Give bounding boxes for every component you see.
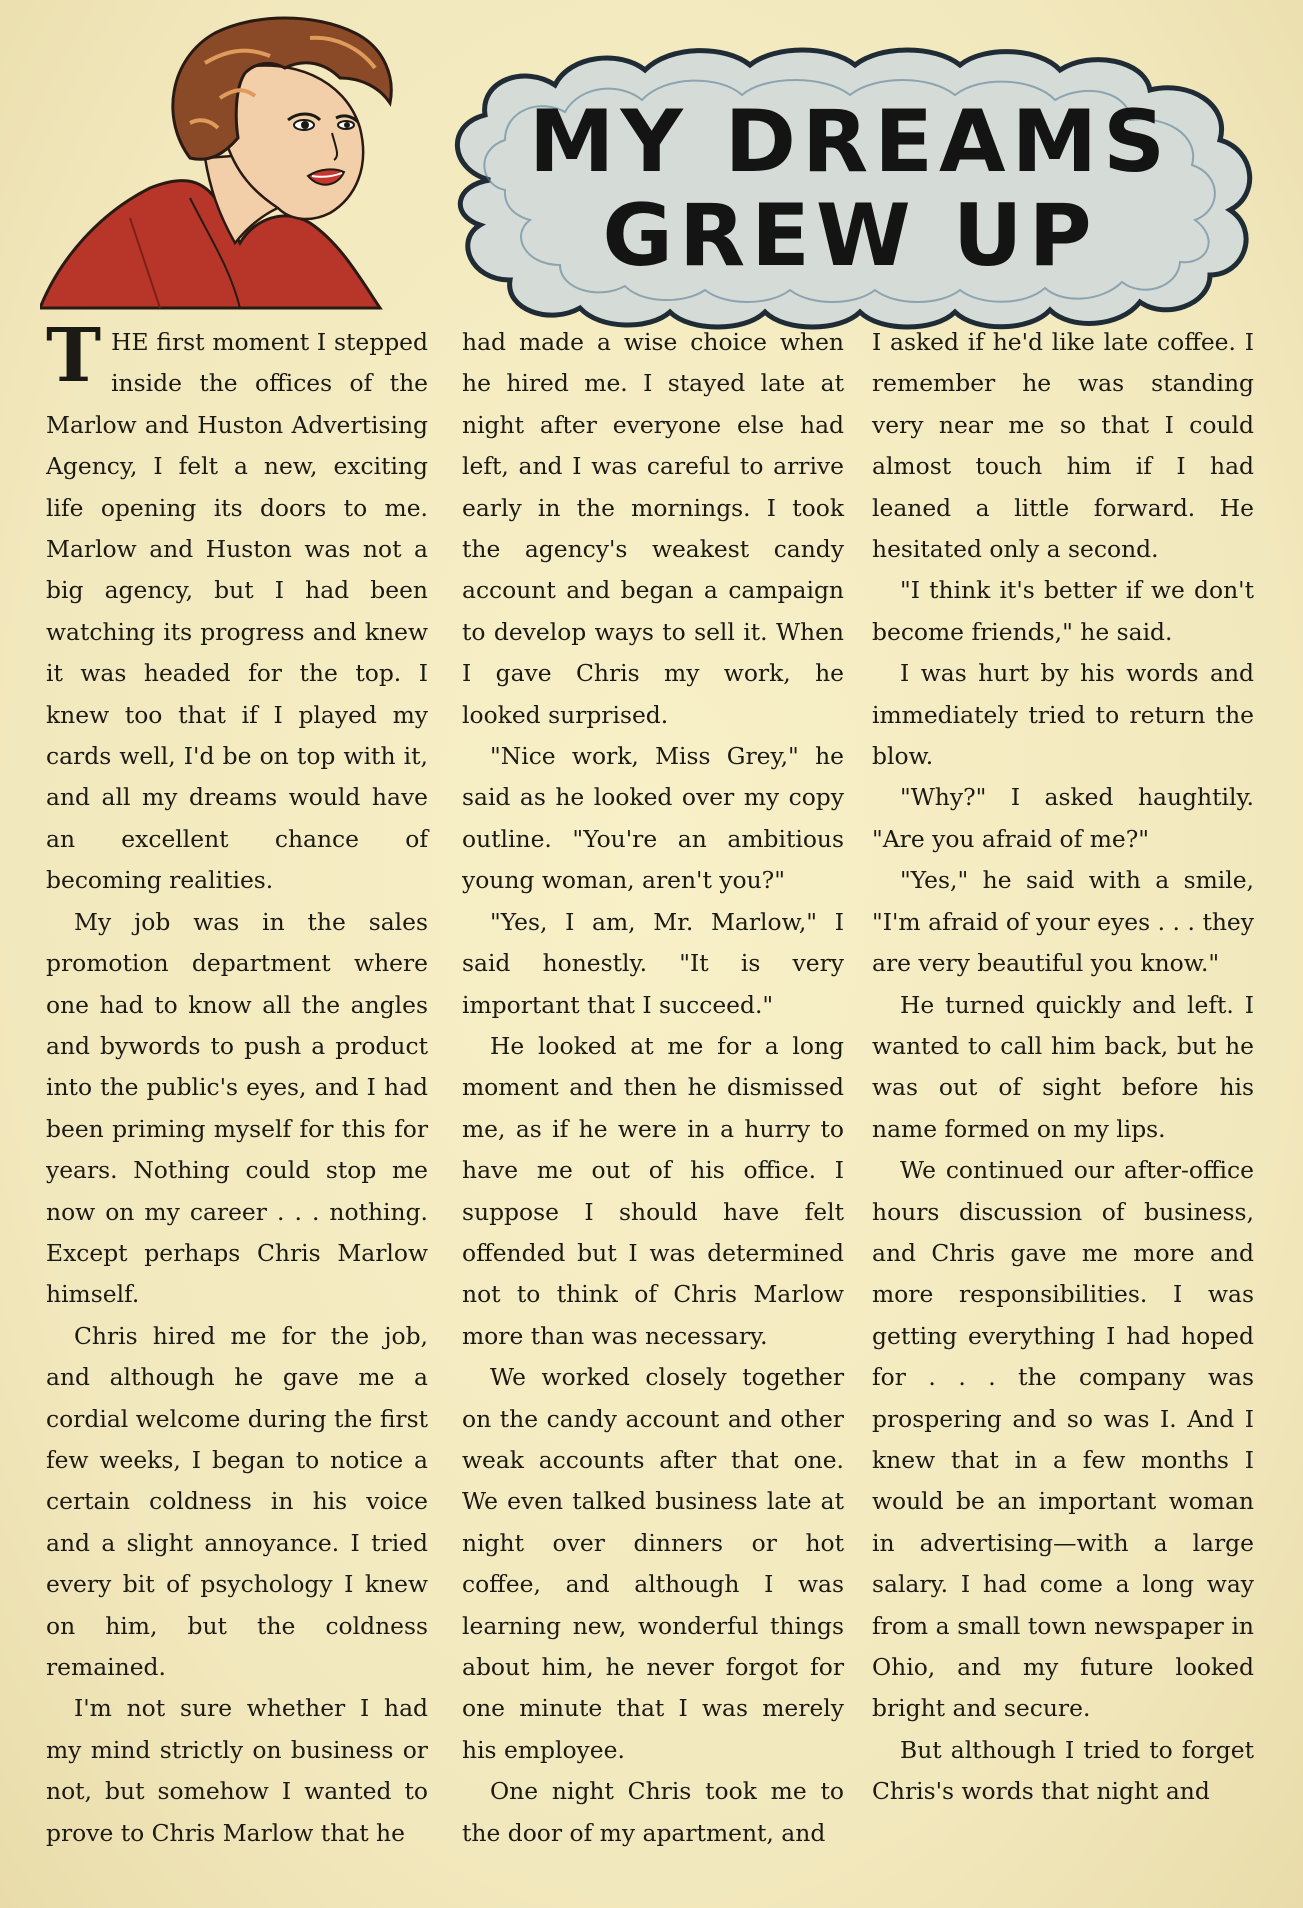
paragraph: THE first moment I stepped inside the offices of the Marlow and Huston Advertising Agency, I felt a new, exciting life opening its doors to me. Marlow and Huston was not a big agency, but I had been watching its progress and knew it was headed for the top. I knew too that if I played my cards well, I'd be on top with it, and all my dreams would have an excellent chance of becoming realities.	[46, 313, 428, 895]
title-line-2: GREW UP	[602, 186, 1098, 286]
paragraph: We worked closely together on the candy account and other weak accounts after that one. We even talked business late at night over dinners or hot coffee, and although I was learning new, wonderful things about him, he never forgot for one minute that I was merely his employee.	[462, 1363, 844, 1764]
paragraph: "Why?" I asked haughtily. "Are you afraid of me?"	[872, 783, 1254, 853]
story-title	[430, 92, 1270, 286]
column-2	[462, 322, 844, 1854]
paragraph: I was hurt by his words and immediately tried to return the blow.	[872, 659, 1254, 771]
paragraph: One night Chris took me to the door of my apartment, and	[462, 1777, 844, 1847]
column-1	[46, 313, 428, 1854]
paragraph: had made a wise choice when he hired me. I stayed late at night after everyone else had left, and I was careful to arrive early in the mornings. I took the agency's weakest candy account and began a campaign to develop ways to sell it. When I gave Chris my work, he looked surprised.	[462, 328, 844, 729]
drop-cap: T	[46, 313, 102, 399]
paragraph: We continued our after-office hours discussion of business, and Chris gave me more and more responsibilities. I was getting everything I had hoped for . . . the company was prospering and so was I. And I knew that in a few months I would be an important woman in advertising—with a large salary. I had come a long way from a small town newspaper in Ohio, and my future looked bright and secure.	[872, 1156, 1254, 1723]
title-line-1: MY DREAMS	[528, 92, 1172, 192]
story-columns	[46, 313, 1262, 1882]
paragraph: He turned quickly and left. I wanted to call him back, but he was out of sight before his name formed on my lips.	[872, 990, 1254, 1143]
paragraph: My job was in the sales promotion department where one had to know all the angles and bywords to push a product into the public's eyes, and I had been priming myself for this for years. Nothing could stop me now on my career . . . nothing. Except perhaps Chris Marlow himself.	[46, 907, 428, 1309]
paragraph: He looked at me for a long moment and then he dismissed me, as if he were in a hurry to have me out of his office. I suppose I should have felt offended but I was determined not to think of Chris Marlow more than was necessary.	[462, 1031, 844, 1350]
column-3	[872, 322, 1254, 1813]
paragraph: "Yes," he said with a smile, "I'm afraid of your eyes . . . they are very beautiful you know."	[872, 866, 1254, 978]
paragraph: I asked if he'd like late coffee. I remember he was standing very near me so that I could almost touch him if I had leaned a little forward. He hesitated only a second.	[872, 328, 1254, 564]
paragraph: But although I tried to forget Chris's words that night and	[872, 1735, 1254, 1806]
paragraph: I'm not sure whether I had my mind strictly on business or not, but somehow I wanted to prove to Chris Marlow that he	[46, 1694, 428, 1847]
paragraph: "Nice work, Miss Grey," he said as he looked over my copy outline. "You're an ambitious young woman, aren't you?"	[462, 742, 844, 895]
woman-portrait-icon	[40, 8, 450, 328]
paragraph: "I think it's better if we don't become friends," he said.	[872, 576, 1254, 646]
paragraph: "Yes, I am, Mr. Marlow," I said honestly. "It is very important that I succeed."	[462, 907, 844, 1019]
paragraph: Chris hired me for the job, and although he gave me a cordial welcome during the first few weeks, I began to notice a certain coldness in his voice and a slight annoyance. I tried every bit of psychology I knew on him, but the coldness remained.	[46, 1321, 428, 1681]
